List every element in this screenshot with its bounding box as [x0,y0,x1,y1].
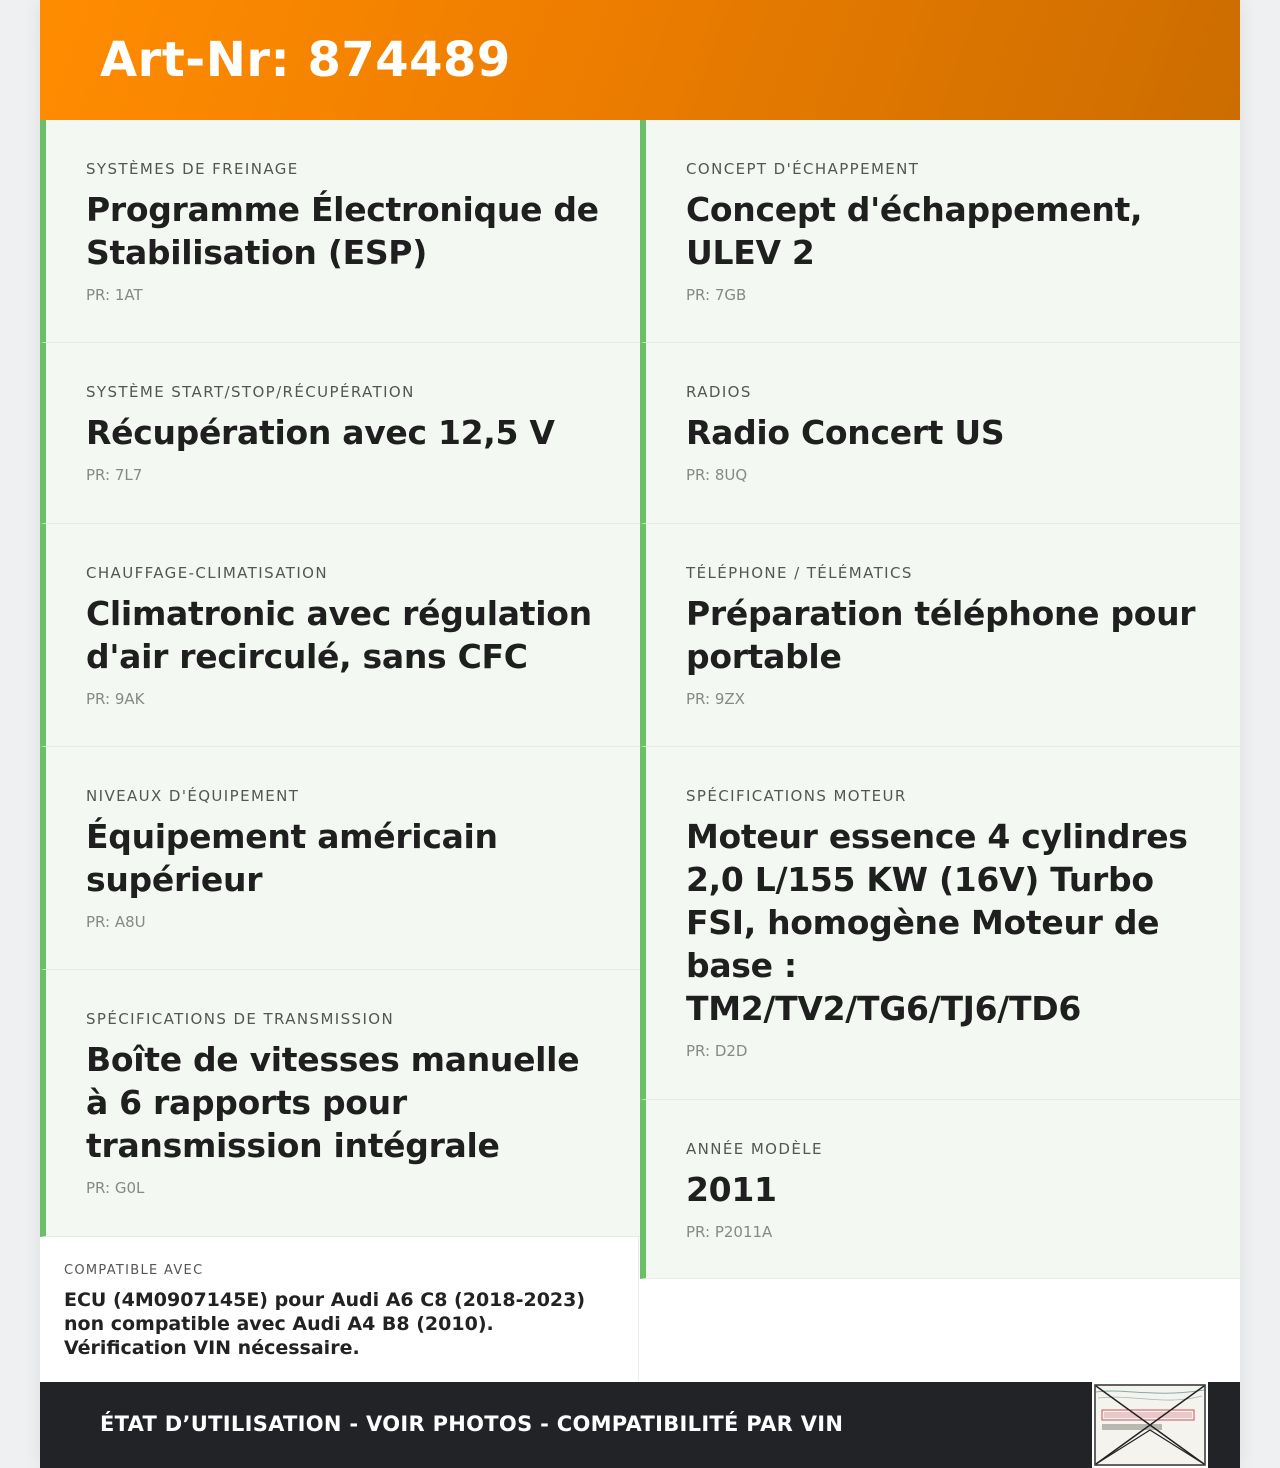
spec-card-exhaust [640,120,1240,343]
compatibility-label: COMPATIBLE AVEC [64,1263,204,1278]
spec-card-climate [40,524,640,747]
footer-text: ÉTAT D’UTILISATION - VOIR PHOTOS - COMPATIBILITÉ PAR VIN [100,1412,844,1436]
spec-label: SPÉCIFICATIONS DE TRANSMISSION [86,1010,395,1028]
spec-pr-code: PR: 9ZX [686,690,745,708]
spec-value: Boîte de vitesses manuelle à 6 rapports pour transmission intégrale [86,1040,580,1165]
page [40,0,1240,1468]
document-thumbnail[interactable] [1092,1382,1208,1468]
spec-value: Moteur essence 4 cylindres 2,0 L/155 KW (16V) Turbo FSI, homogène Moteur de base : TM2/TV2/TG6/TJ6/TD6 [686,817,1188,1028]
header [40,0,1240,120]
envelope-document-icon [1094,1384,1206,1466]
spec-label: CONCEPT D'ÉCHAPPEMENT [686,160,920,178]
spec-value: Récupération avec 12,5 V [86,413,555,452]
spec-card-brakes [40,120,640,343]
spec-pr-code: PR: 9AK [86,690,145,708]
spec-value: Programme Électronique de Stabilisation (ESP) [86,190,599,272]
spec-label: SYSTÈME START/STOP/RÉCUPÉRATION [86,383,415,401]
spec-value: Climatronic avec régulation d'air recirculé, sans CFC [86,594,592,676]
spec-pr-code: PR: 7GB [686,286,747,304]
spec-value: 2011 [686,1170,777,1209]
compatibility-text: ECU (4M0907145E) pour Audi A6 C8 (2018-2023) non compatible avec Audi A4 B8 (2010). Vérification VIN nécessaire. [64,1289,586,1359]
article-number-title: Art-Nr: 874489 [100,32,511,88]
spec-column-left [40,120,640,1237]
spec-column-right [640,120,1240,1279]
compatibility-note [40,1237,639,1382]
spec-pr-code: PR: D2D [686,1042,748,1060]
spec-value: Radio Concert US [686,413,1005,452]
spec-grid [40,120,1240,1382]
spec-pr-code: PR: 7L7 [86,466,143,484]
spec-label: RADIOS [686,383,752,401]
spec-pr-code: PR: A8U [86,913,146,931]
spec-label: NIVEAUX D'ÉQUIPEMENT [86,787,300,805]
spec-pr-code: PR: 8UQ [686,466,748,484]
spec-value: Concept d'échappement, ULEV 2 [686,190,1143,272]
spec-value: Préparation téléphone pour portable [686,594,1196,676]
spec-card-transmission [40,970,640,1237]
spec-pr-code: PR: P2011A [686,1223,773,1241]
footer-bar [40,1382,1240,1468]
spec-label: ANNÉE MODÈLE [686,1140,823,1158]
spec-card-telephone [640,524,1240,747]
spec-value: Équipement américain supérieur [86,817,498,899]
spec-card-radio [640,343,1240,524]
spec-label: TÉLÉPHONE / TÉLÉMATICS [686,564,913,582]
spec-label: SYSTÈMES DE FREINAGE [86,160,299,178]
spec-pr-code: PR: G0L [86,1179,145,1197]
spec-label: CHAUFFAGE-CLIMATISATION [86,564,328,582]
spec-card-equipment [40,747,640,970]
spec-pr-code: PR: 1AT [86,286,143,304]
spec-label: SPÉCIFICATIONS MOTEUR [686,787,907,805]
spec-card-start-stop [40,343,640,524]
spec-card-model-year [640,1100,1240,1279]
spec-card-engine [640,747,1240,1100]
